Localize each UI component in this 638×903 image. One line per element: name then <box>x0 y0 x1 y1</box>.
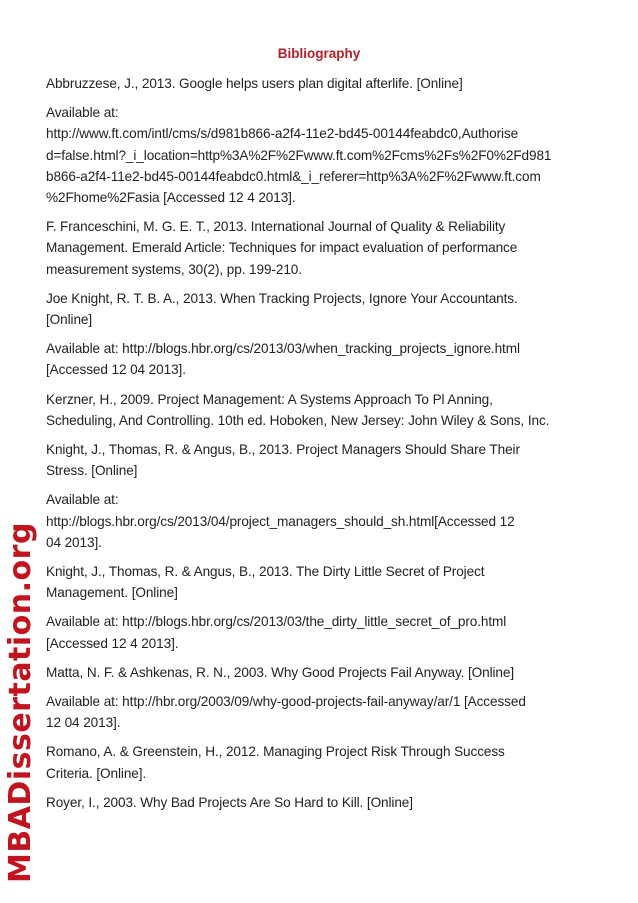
bibliography-entry: Royer, I., 2003. Why Bad Projects Are So Hard to Kill. [Online] <box>46 794 413 810</box>
bibliography-list <box>46 73 594 821</box>
bibliography-entry: Romano, A. & Greenstein, H., 2012. Managing Project Risk Through Success Criteria. [Online]. <box>46 744 505 781</box>
bibliography-entry: Available at: http://blogs.hbr.org/cs/2013/03/when_tracking_projects_ignore.html [Accessed 12 04 2013]. <box>46 341 520 378</box>
bibliography-entry: Available at: http://hbr.org/2003/09/why-good-projects-fail-anyway/ar/1 [Accessed 12 04 2013]. <box>46 694 526 731</box>
bibliography-entry: Knight, J., Thomas, R. & Angus, B., 2013. Project Managers Should Share Their Stress. [Online] <box>46 442 520 479</box>
bibliography-entry: Knight, J., Thomas, R. & Angus, B., 2013. The Dirty Little Secret of Project Management. [Online] <box>46 564 485 601</box>
bibliography-entry: Available at: http://blogs.hbr.org/cs/2013/03/the_dirty_little_secret_of_pro.html [Accessed 12 4 2013]. <box>46 614 507 651</box>
bibliography-entry: Available at: http://www.ft.com/intl/cms/s/d981b866-a2f4-11e2-bd45-00144feabdc0,Authorise d=false.html?_i_location=http%3A%2F%2Fwww.ft.com%2Fcms%2Fs%2F0%2Fd981 b866-a2f4-11e2-bd45-00144feabdc0.html&_i_referer=http%3A%2F%2Fwww.ft.com %2Fhome%2Fasia [Accessed 12 4 2013]. <box>46 105 552 206</box>
page-title: Bibliography <box>277 46 361 61</box>
bibliography-entry: F. Franceschini, M. G. E. T., 2013. International Journal of Quality & Reliability Management. Emerald Article: Techniques for impact evaluation of performance measurement systems, 30(2), pp. 199-210. <box>46 219 518 277</box>
watermark-text: MBADissertation.org <box>3 522 38 883</box>
bibliography-entry: Abbruzzese, J., 2013. Google helps users plan digital afterlife. [Online] <box>46 76 463 91</box>
bibliography-entry: Joe Knight, R. T. B. A., 2013. When Tracking Projects, Ignore Your Accountants. [Online] <box>46 290 518 328</box>
bibliography-entry: Kerzner, H., 2009. Project Management: A Systems Approach To Pl Anning, Scheduling, And Controlling. 10th ed. Hoboken, New Jersey: John Wiley & Sons, Inc. <box>46 391 550 428</box>
bibliography-entry: Matta, N. F. & Ashkenas, R. N., 2003. Why Good Projects Fail Anyway. [Online] <box>46 664 515 680</box>
bibliography-entry: Available at: http://blogs.hbr.org/cs/2013/04/project_managers_should_sh.html[Accessed 12 04 2013]. <box>46 492 515 550</box>
